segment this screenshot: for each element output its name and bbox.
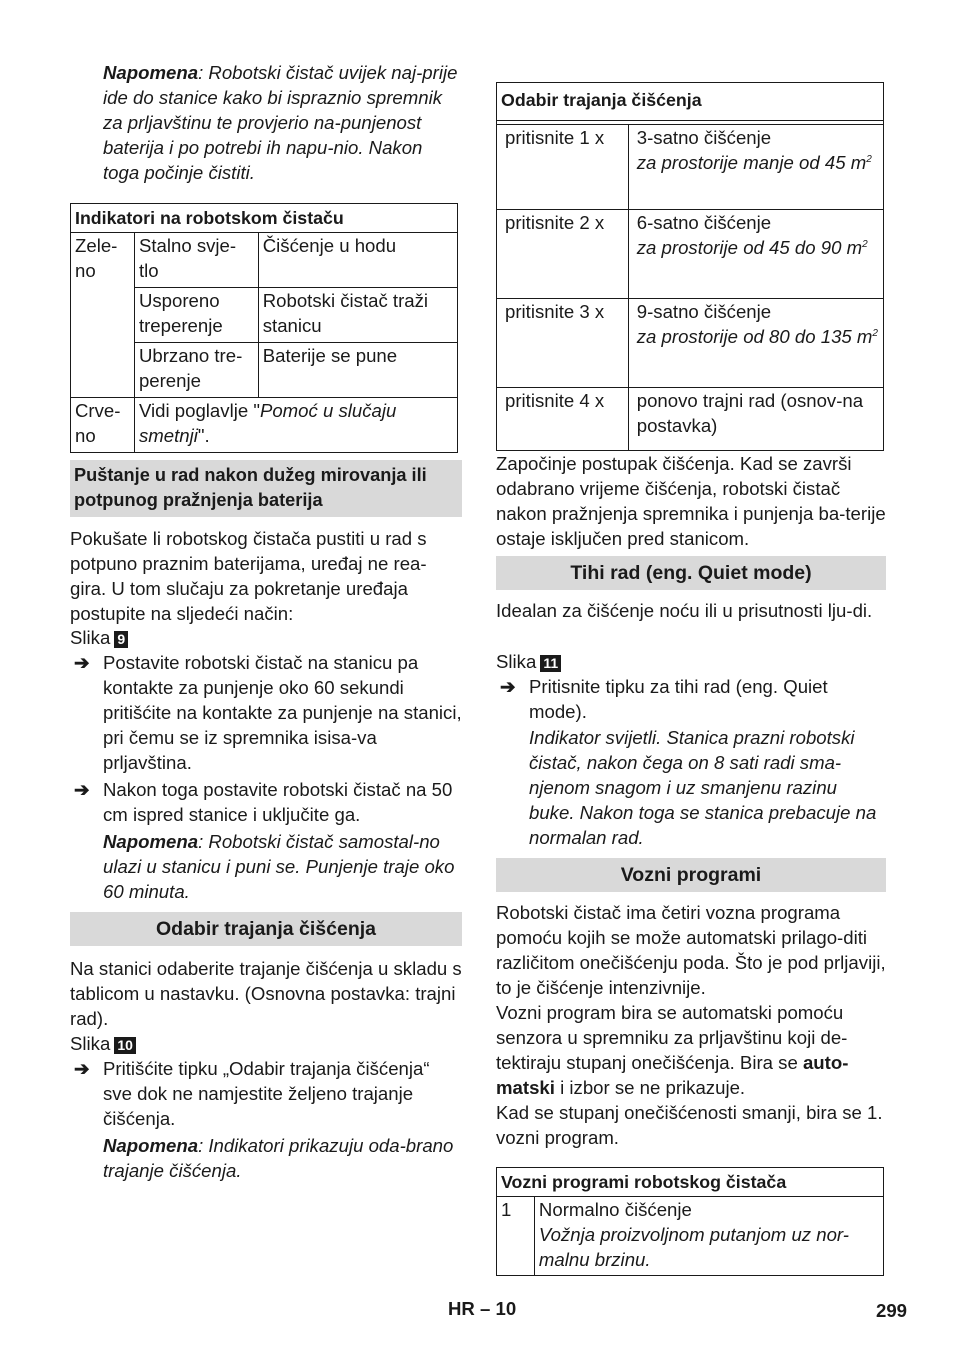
duration-press: pritisnite 3 x: [497, 299, 629, 388]
indicators-table: [70, 203, 458, 453]
figure-number-icon: 11: [540, 655, 561, 672]
indicator-red-text: Vidi poglavlje "Pomoć u slučaju smetnji".: [134, 398, 457, 453]
page-number: 299: [876, 1300, 908, 1321]
note-station-first: Napomena: Robotski čistač uvijek naj-prije ide do stanice kako bi ispraznio spremnik za prljavštinu te provjerio na-punjenost baterija i po potrebi ih napu-nio. Nakon toga počinje čistiti.: [103, 62, 458, 183]
arrow-right-icon: ➔: [74, 652, 90, 673]
programs-para-2: Vozni program bira se automatski pomoću senzora u spremniku za prljavštinu koji de-tektiraju stupanj onečišćenja. Bira se auto-matski i izbor se ne prikazuje.: [496, 1002, 849, 1098]
duration-intro: Na stanici odaberite trajanje čišćenja u skladu s tablicom u nastavku. (Osnovna postavka: trajni rad).: [70, 958, 462, 1029]
programs-table-title: Vozni programi robotskog čistača: [497, 1168, 884, 1197]
restart-intro: Pokušate li robotskog čistača pustiti u rad s potpuno praznim baterijama, uređaj ne rea-gira. U tom slučaju za pokretanje uređaja postupite na sljedeći način:: [70, 528, 427, 624]
figure-number-icon: 9: [114, 631, 128, 648]
indicator-meaning: Baterije se pune: [258, 343, 457, 398]
indicator-green-label: Zele-no: [71, 233, 135, 398]
duration-option: 6-satno čišćenje za prostorije od 45 do 90 $m^2$: [628, 210, 883, 299]
figure-number-icon: 10: [114, 1037, 136, 1054]
indicator-meaning: Čišćenje u hodu: [258, 233, 457, 288]
section-heading-quiet-mode: Tihi rad (eng. Quiet mode): [496, 556, 886, 590]
indicators-table-title: Indikatori na robotskom čistaču: [71, 204, 458, 233]
figure-ref: Slika 11: [496, 649, 561, 674]
duration-option: 9-satno čišćenje za prostorije od 80 do 135 $m^2$: [628, 299, 883, 388]
section-heading-duration: Odabir trajanja čišćenja: [70, 912, 462, 946]
duration-press: pritisnite 1 x: [497, 125, 629, 210]
quiet-step-1: ➔ Pritisnite tipku za tihi rad (eng. Quiet mode).: [500, 676, 828, 722]
duration-table-title: Odabir trajanja čišćenja: [497, 83, 884, 121]
arrow-right-icon: ➔: [74, 1058, 90, 1079]
quiet-result: Indikator svijetli. Stanica prazni robotski čistač, nakon čega on 8 sati radi sma-njenom snagom i uz smanjenu razinu buke. Nakon toga se stanica prebacuje na normalan rad.: [529, 727, 877, 848]
indicator-state: Stalno svje-tlo: [134, 233, 258, 288]
program-description: Normalno čišćenje Vožnja proizvoljnom putanjom uz nor-malnu brzinu.: [534, 1197, 883, 1276]
duration-option: 3-satno čišćenje za prostorije manje od 45 $m^2$: [628, 125, 883, 210]
restart-step-2: ➔ Nakon toga postavite robotski čistač na 50 cm ispred stanice i uključite ga.: [74, 779, 453, 825]
restart-step-1: ➔ Postavite robotski čistač na stanicu pa kontakte za punjenje oko 60 sekundi pritišćite na kontakte za punjenje na stanici, pri čemu se iz spremnika isisa-va prljavština.: [74, 652, 462, 773]
indicator-meaning: Robotski čistač traži stanicu: [258, 288, 457, 343]
indicator-red-label: Crve-no: [71, 398, 135, 453]
section-heading-restart: Puštanje u rad nakon dužeg mirovanja ili potpunog pražnjenja baterija: [70, 460, 462, 517]
duration-table: [496, 82, 884, 451]
programs-para-3: Kad se stupanj onečišćenosti smanji, bira se 1. vozni program.: [496, 1102, 883, 1148]
arrow-right-icon: ➔: [500, 676, 516, 697]
duration-option: ponovo trajni rad (osnov-na postavka): [628, 388, 883, 451]
after-duration-text: Započinje postupak čišćenja. Kad se završi odabrano vrijeme čišćenja, robotski čistač nakon pražnjenja spremnika i punjenja ba-terije ostaje isključen pred stanicom.: [496, 453, 886, 549]
note-indicators: Napomena: Indikatori prikazuju oda-brano trajanje čišćenja.: [103, 1135, 454, 1181]
quiet-intro: Idealan za čišćenje noću ili u prisutnosti lju-di.: [496, 600, 873, 621]
arrow-right-icon: ➔: [74, 779, 90, 800]
indicator-state: Ubrzano tre-perenje: [134, 343, 258, 398]
program-number: 1: [497, 1197, 535, 1276]
figure-ref: Slika 9: [70, 625, 128, 650]
programs-para-1: Robotski čistač ima četiri vozna programa pomoću kojih se može automatski prilago-diti različitom onečišćenju poda. Što je pod prljaviji, to je čišćenje intenzivnije.: [496, 902, 886, 998]
figure-ref: Slika 10: [70, 1031, 136, 1056]
footer-language-page: HR – 10: [448, 1298, 517, 1319]
section-heading-drive-programs: Vozni programi: [496, 858, 886, 892]
duration-press: pritisnite 4 x: [497, 388, 629, 451]
note-self-charge: Napomena: Robotski čistač samostal-no ulazi u stanicu i puni se. Punjenje traje oko 60 minuta.: [103, 831, 455, 902]
programs-table: [496, 1167, 884, 1276]
indicator-state: Usporeno treperenje: [134, 288, 258, 343]
duration-press: pritisnite 2 x: [497, 210, 629, 299]
duration-step-1: ➔ Pritišćite tipku „Odabir trajanja čišćenja“ sve dok ne namjestite željeno trajanje čišćenja.: [74, 1058, 430, 1129]
